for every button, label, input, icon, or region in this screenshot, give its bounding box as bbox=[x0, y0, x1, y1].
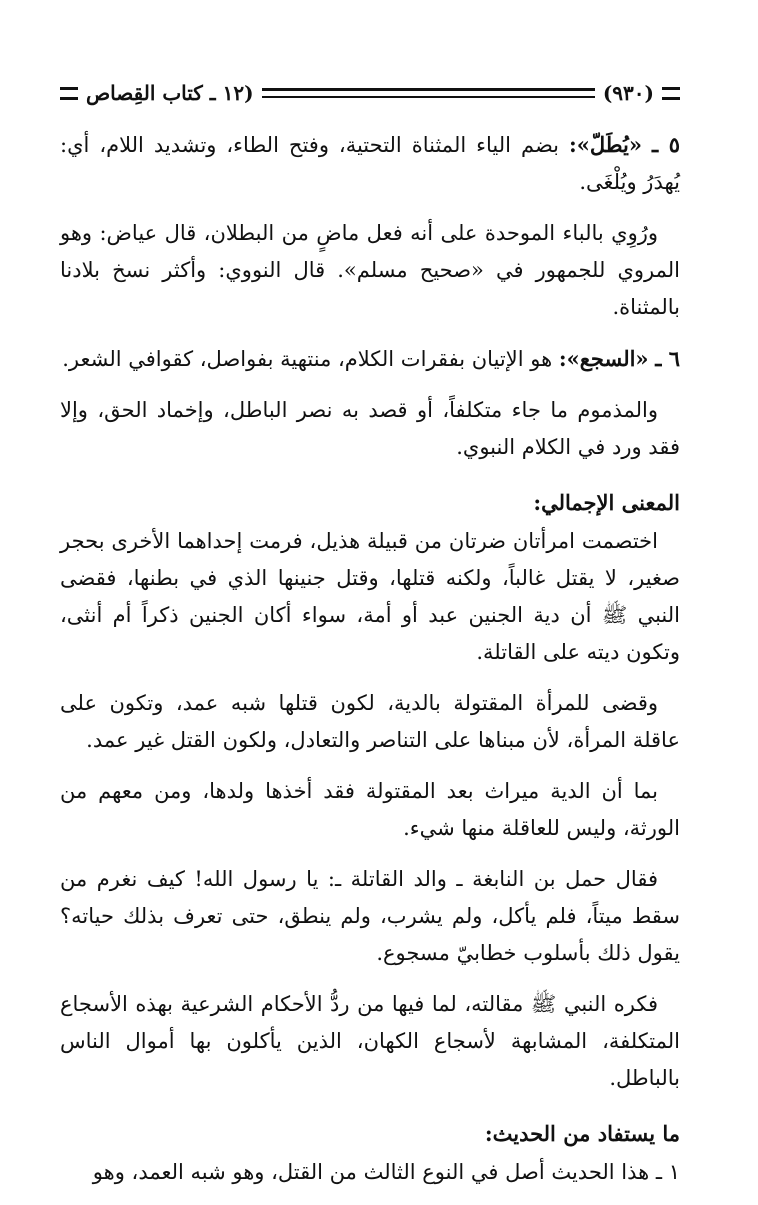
chapter-title: ١٢ ـ كتاب القِصاص) bbox=[86, 81, 254, 105]
note-5-continuation: ورُوِي بالباء الموحدة على أنه فعل ماضٍ من البطلان، قال عياض: وهو المروي للجمهور في «صحيح مسلم». قال النووي: وأكثر نسخ بلادنا بالمثناة. bbox=[60, 221, 680, 319]
benefit-item: ١ ـ هذا الحديث أصل في النوع الثالث من القتل، وهو شبه العمد، وهو bbox=[92, 1160, 680, 1184]
page-body bbox=[60, 126, 680, 1191]
header-ornament-left bbox=[60, 87, 78, 100]
page bbox=[60, 78, 680, 1205]
section-heading-meaning: المعنى الإجمالي: bbox=[533, 490, 680, 515]
header-ornament-right bbox=[662, 87, 680, 100]
meaning-paragraph: فكره النبي ﷺ مقالته، لما فيها من ردُّ الأحكام الشرعية بهذه الأسجاع المتكلفة، المشابهة لأسجاع الكهان، الذين يأكلون بها أموال الناس بالباطل. bbox=[60, 992, 680, 1090]
note-5 bbox=[60, 126, 680, 201]
note-term: «يُطَلّ»: bbox=[568, 132, 642, 157]
note-number: ٦ ـ bbox=[655, 346, 680, 371]
meaning-paragraph: فقال حمل بن النابغة ـ والد القاتلة ـ: يا رسول الله! كيف نغرم من سقط ميتاً، فلم يأكل، ولم يشرب، ولم ينطق، حتى تعرف بذلك حياته؟ يقول ذلك بأسلوب خطابيّ مسجوع. bbox=[60, 867, 680, 965]
note-text: هو الإتيان بفقرات الكلام، منتهية بفواصل، كقوافي الشعر. bbox=[62, 347, 553, 371]
meaning-paragraph: وقضى للمرأة المقتولة بالدية، لكون قتلها شبه عمد، وتكون على عاقلة المرأة، لأن مبناها على التناصر والتعادل، ولكون القتل غير عمد. bbox=[60, 691, 680, 752]
page-header bbox=[60, 78, 680, 108]
note-6-continuation: والمذموم ما جاء متكلفاً، أو قصد به نصر الباطل، وإخماد الحق، وإلا فقد ورد في الكلام النبوي. bbox=[60, 398, 680, 459]
header-rule bbox=[262, 88, 595, 98]
meaning-paragraph: اختصمت امرأتان ضرتان من قبيلة هذيل، فرمت إحداهما الأخرى بحجر صغير، لا يقتل غالباً، ولكنه قتلها، وقتل جنينها الذي في بطنها، فقضى النبي ﷺ أن دية الجنين عبد أو أمة، سواء أكان الجنين ذكراً أم أنثى، وتكون ديته على القاتلة. bbox=[60, 529, 680, 664]
note-6 bbox=[60, 340, 680, 378]
section-heading-benefits: ما يستفاد من الحديث: bbox=[484, 1121, 680, 1146]
note-term: «السجع»: bbox=[558, 346, 649, 371]
note-number: ٥ ـ bbox=[651, 132, 680, 157]
page-number: (٩٣٠) bbox=[602, 81, 654, 105]
meaning-paragraph: بما أن الدية ميراث بعد المقتولة فقد أخذها ولدها، ومن معهم من الورثة، وليس للعاقلة منها شيء. bbox=[60, 779, 680, 840]
note-text: بضم الياء المثناة التحتية، وفتح الطاء، وتشديد اللام، أي: يُهدَرُ ويُلْغَى. bbox=[60, 133, 680, 194]
